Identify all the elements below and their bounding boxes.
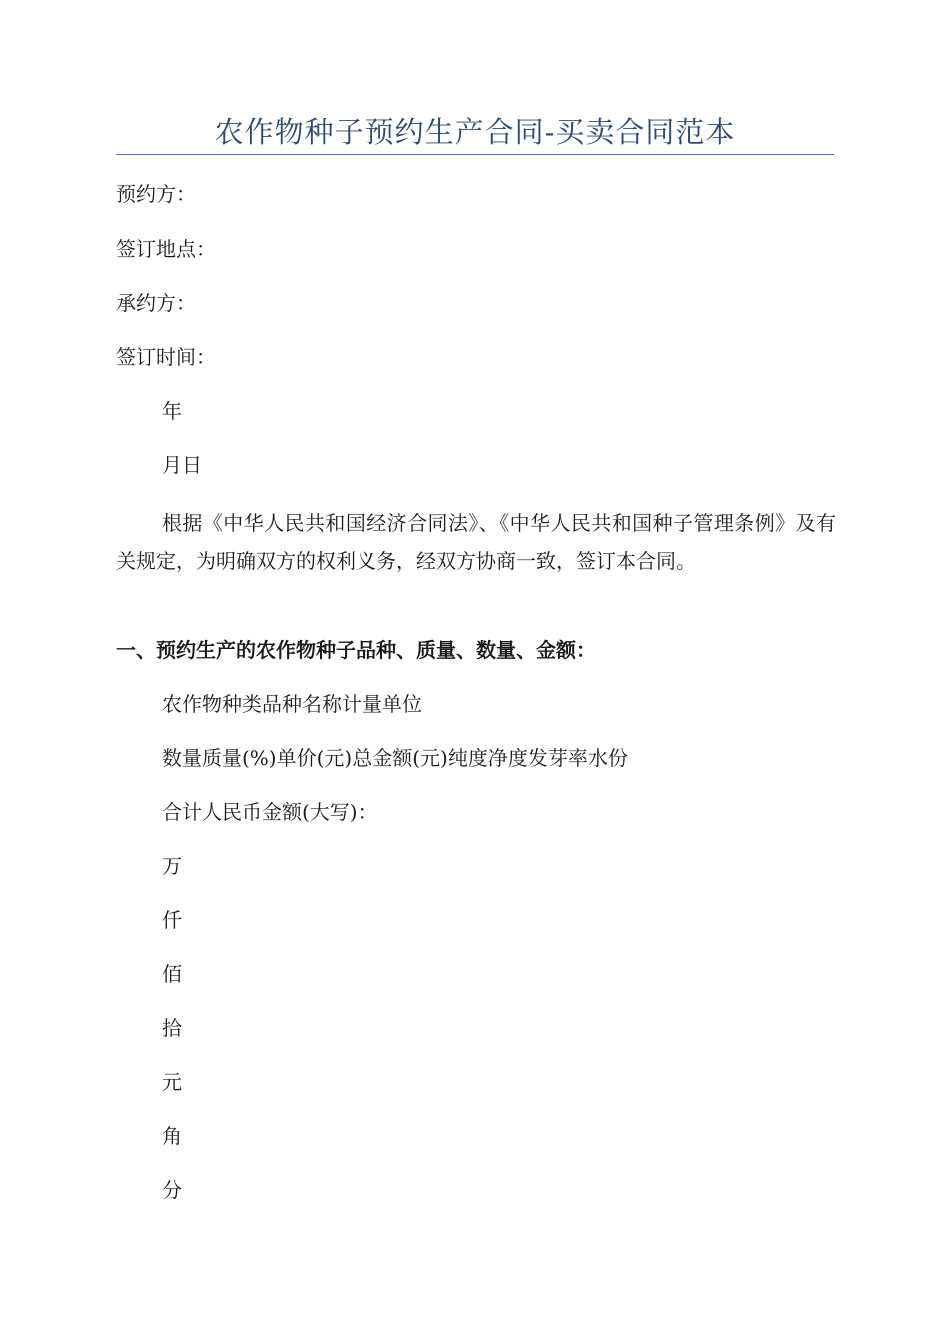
section1-row1: 农作物种类品种名称计量单位 — [162, 692, 422, 716]
date-month-day: 月日 — [162, 453, 202, 477]
field-reserver: 预约方： — [116, 182, 196, 206]
intro-paragraph: 根据《中华人民共和国经济合同法》、《中华人民共和国种子管理条例》及有关规定，为明确双方的权利义务，经双方协商一致，签订本合同。 — [116, 511, 836, 573]
document-title: 农作物种子预约生产合同-买卖合同范本 — [214, 115, 736, 149]
unit-jiao: 角 — [162, 1124, 182, 1148]
field-contractor: 承约方： — [116, 291, 196, 315]
unit-qian: 仟 — [162, 908, 182, 932]
section1-row2: 数量质量(%)单价(元)总金额(元)纯度净度发芽率水份 — [162, 746, 628, 770]
unit-wan: 万 — [162, 854, 182, 878]
date-year: 年 — [162, 399, 182, 423]
unit-bai: 佰 — [162, 962, 182, 986]
unit-yuan: 元 — [162, 1070, 182, 1094]
title-underline — [116, 154, 834, 155]
field-sign-time: 签订时间： — [116, 345, 216, 369]
section1-total-label: 合计人民币金额(大写)： — [162, 800, 378, 824]
section1-heading: 一、预约生产的农作物种子品种、质量、数量、金额： — [116, 638, 596, 662]
field-sign-place: 签订地点： — [116, 237, 216, 261]
unit-shi: 拾 — [162, 1016, 182, 1040]
unit-fen: 分 — [162, 1178, 182, 1202]
